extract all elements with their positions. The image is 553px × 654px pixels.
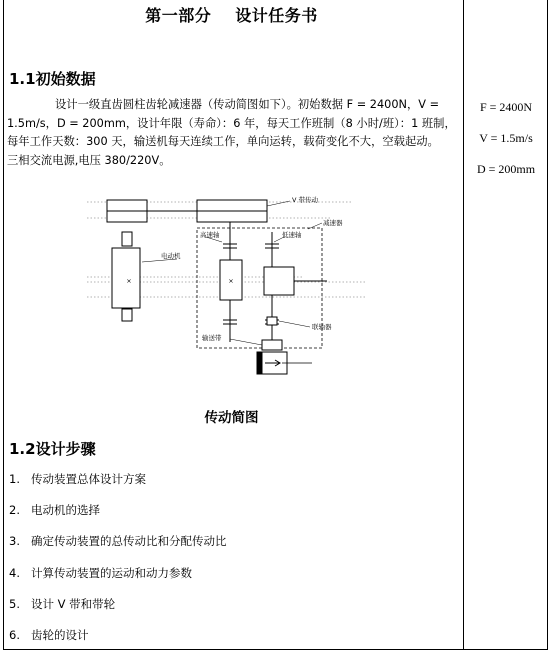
reducer-label: 减速器 bbox=[323, 219, 343, 227]
list-item bbox=[9, 471, 146, 487]
list-item bbox=[9, 533, 227, 549]
step-number: 4. bbox=[9, 566, 20, 580]
initial-data-paragraph bbox=[7, 96, 463, 170]
svg-text:×: × bbox=[126, 277, 132, 285]
conveyor-drum bbox=[257, 340, 312, 374]
transmission-diagram bbox=[82, 192, 367, 387]
side-force: F = 2400N bbox=[479, 100, 533, 114]
paragraph-line: 1.5m/s，D = 200mm，设计年限（寿命）：6 年，每天工作班制（8 小时/班）：1 班制， bbox=[7, 116, 456, 130]
paragraph-line: 三相交流电源,电压 380/220V。 bbox=[7, 153, 171, 167]
reducer-housing bbox=[197, 228, 322, 348]
high-speed-shaft-label: 高速轴 bbox=[200, 231, 220, 239]
low-speed-shaft-label: 低速轴 bbox=[282, 231, 302, 239]
list-item bbox=[9, 627, 89, 643]
section-heading-initial-data: 1.1初始数据 bbox=[9, 70, 96, 88]
list-item bbox=[9, 596, 115, 612]
step-number: 3. bbox=[9, 534, 20, 548]
list-item bbox=[9, 565, 192, 581]
coupling bbox=[267, 317, 277, 340]
step-text: 确定传动装置的总传动比和分配传动比 bbox=[31, 534, 227, 548]
step-number: 2. bbox=[9, 503, 20, 517]
list-item bbox=[9, 502, 100, 518]
side-velocity: V = 1.5m/s bbox=[479, 131, 533, 145]
motor-label: 电动机 bbox=[161, 252, 181, 260]
side-diameter: D = 200mm bbox=[476, 162, 536, 176]
step-text: 传动装置总体设计方案 bbox=[31, 472, 146, 486]
gears bbox=[220, 260, 327, 300]
step-number: 6. bbox=[9, 628, 20, 642]
v-belt-drive bbox=[107, 200, 267, 222]
page-title bbox=[0, 3, 463, 26]
paragraph-line: 设计一级直齿圆柱齿轮减速器（传动简图如下）。初始数据 F = 2400N，V = bbox=[55, 98, 440, 111]
svg-text:×: × bbox=[228, 277, 234, 285]
title-label: 设计任务书 bbox=[235, 6, 318, 25]
step-text: 设计 V 带和带轮 bbox=[31, 597, 116, 611]
step-text: 计算传动装置的运动和动力参数 bbox=[31, 566, 192, 580]
step-number: 1. bbox=[9, 472, 20, 486]
motor bbox=[112, 232, 140, 321]
diagram-caption: 传动简图 bbox=[204, 410, 259, 426]
part-label: 第一部分 bbox=[145, 6, 212, 25]
step-number: 5. bbox=[9, 597, 20, 611]
column-divider bbox=[463, 0, 464, 650]
coupling-label: 联轴器 bbox=[312, 323, 332, 331]
section-heading-design-steps: 1.2设计步骤 bbox=[9, 440, 96, 458]
gear bbox=[264, 267, 294, 295]
paragraph-line: 每年工作天数：300 天，输送机每天连续工作，单向运转，载荷变化不大，空载起动。 bbox=[7, 135, 439, 148]
step-text: 齿轮的设计 bbox=[31, 628, 89, 642]
conveyor-belt-label: 输送带 bbox=[202, 334, 222, 342]
step-text: 电动机的选择 bbox=[31, 503, 100, 517]
v-belt-label: V 带传动 bbox=[292, 196, 319, 204]
